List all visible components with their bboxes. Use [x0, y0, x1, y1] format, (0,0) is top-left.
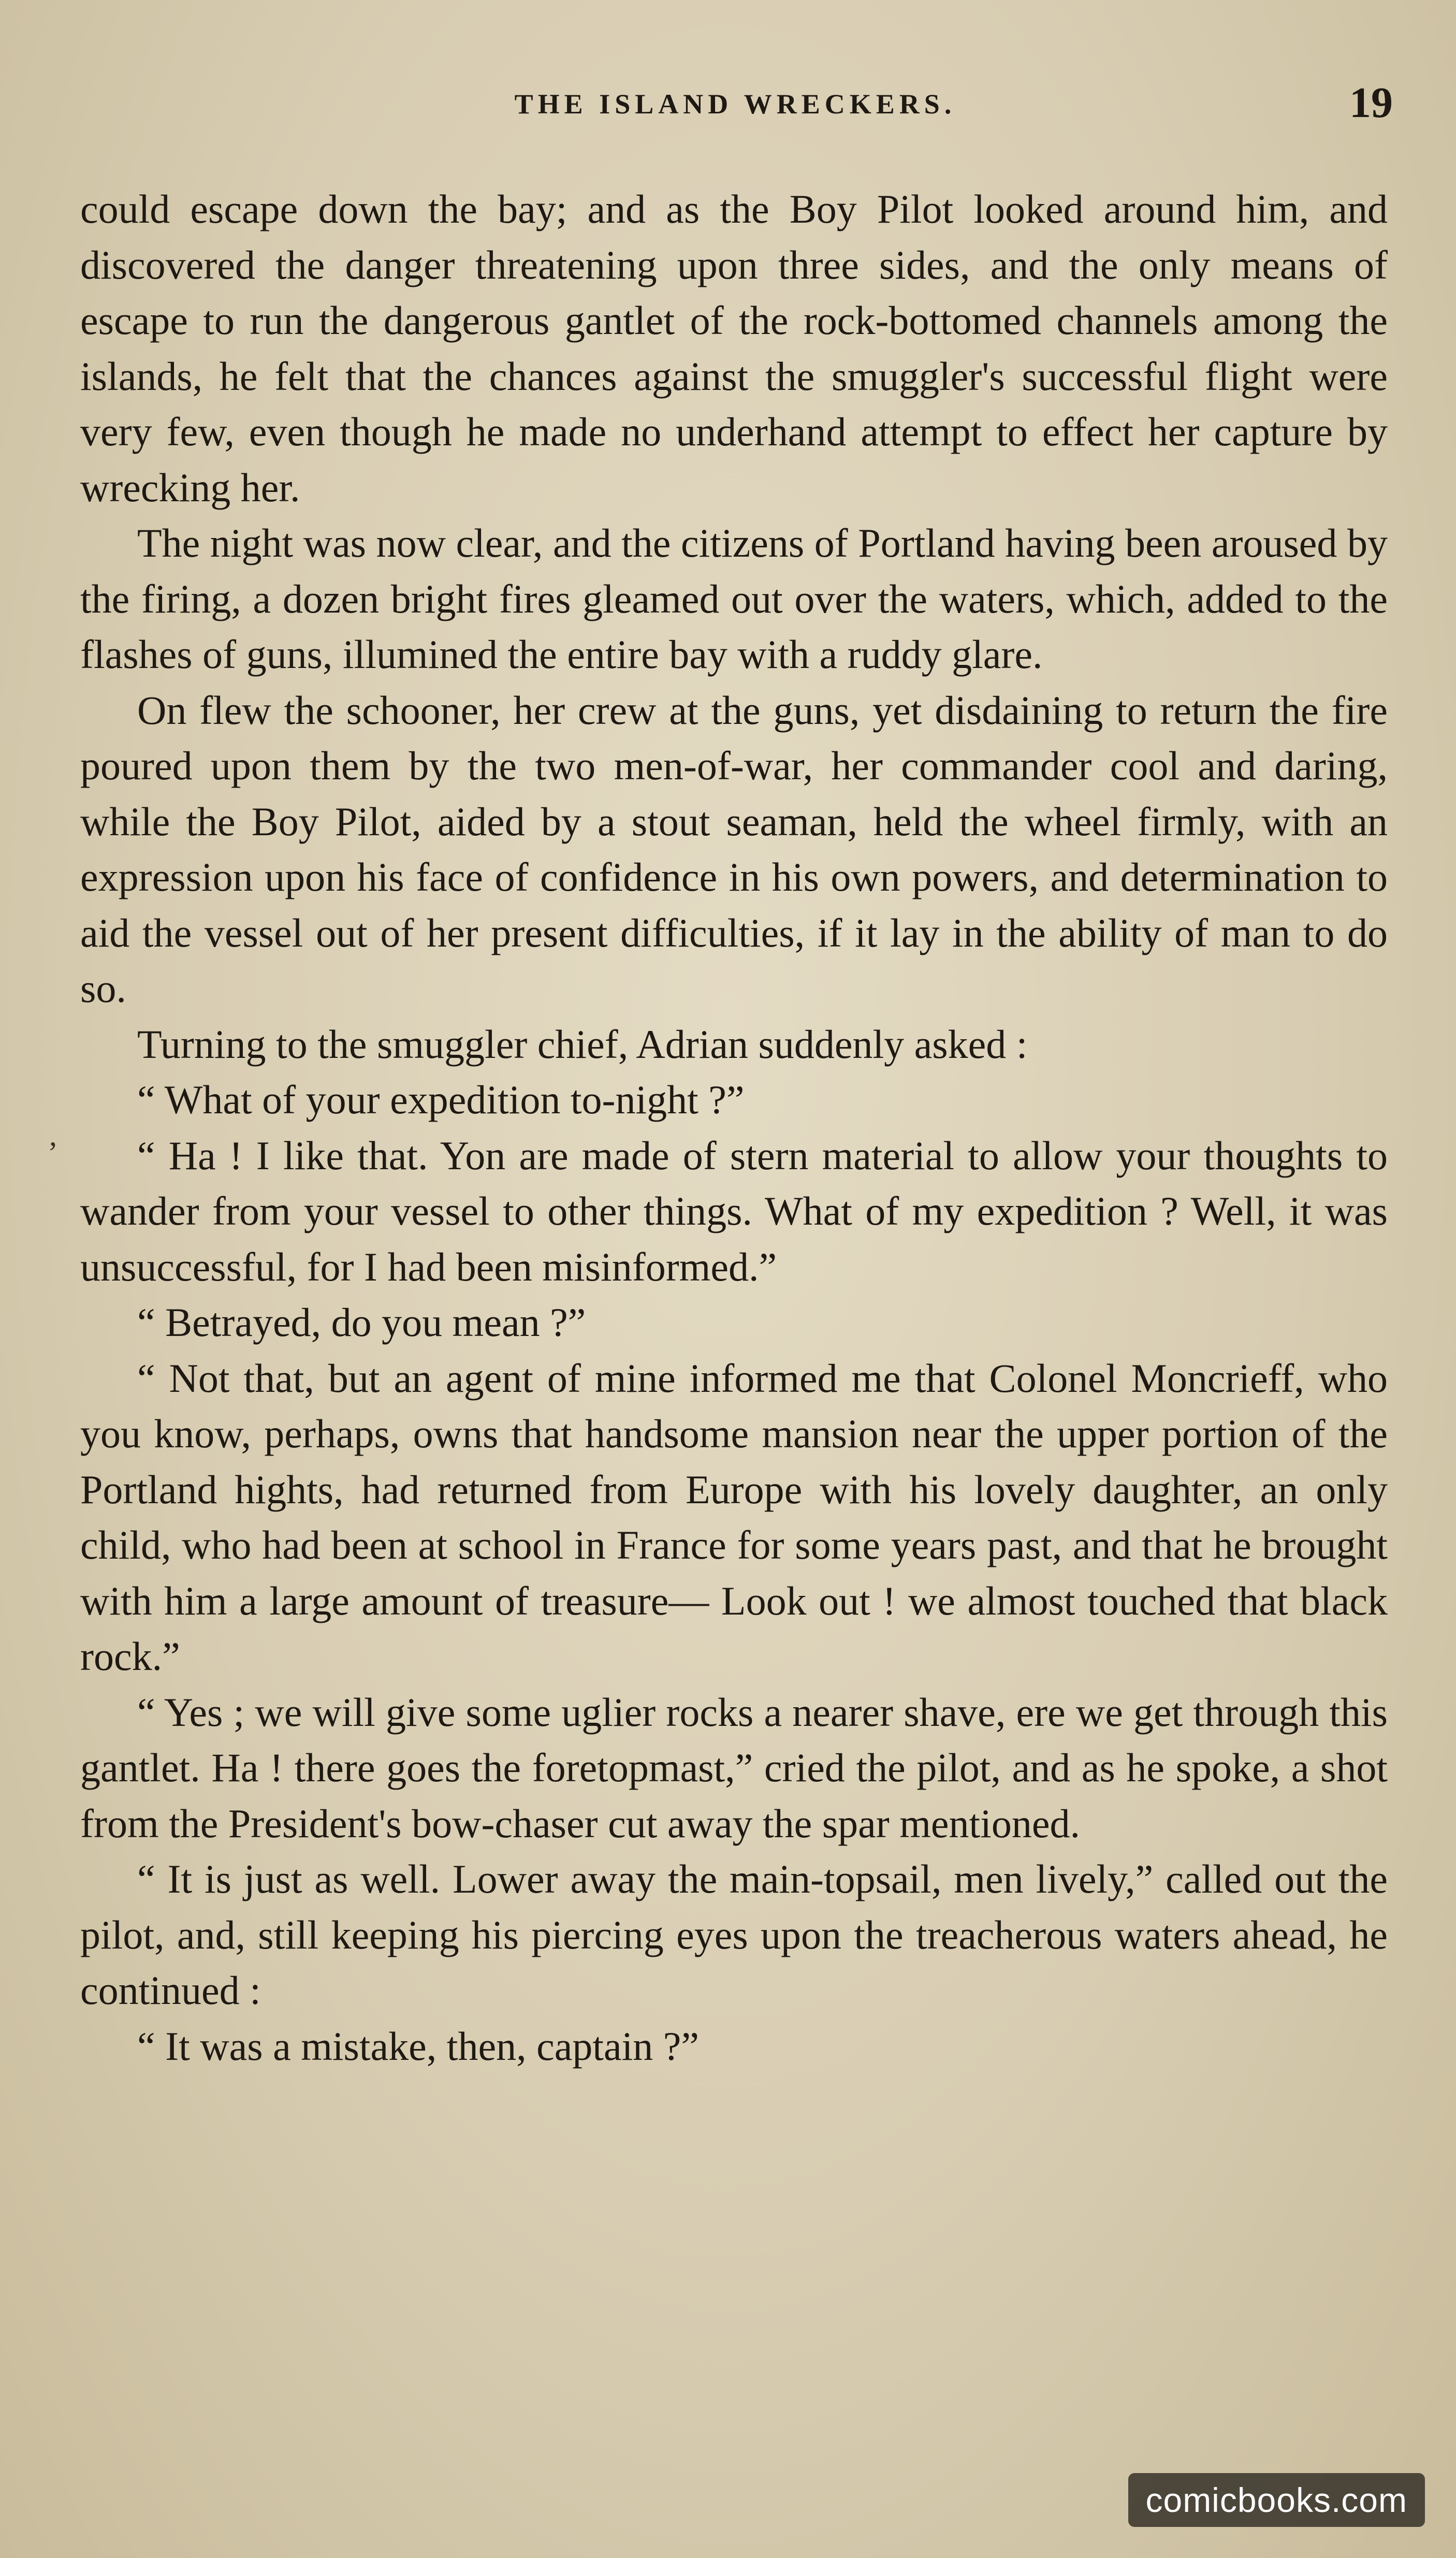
page-header	[78, 78, 1393, 135]
paragraph: “ Ha ! I like that. Yon are made of stern material to allow your thoughts to wander from your vessel to other things. What of my expedition ? Well, it was unsuccessful, for I had been misinformed.”	[80, 1132, 1388, 1289]
watermark: comicbooks.com	[1128, 2473, 1425, 2527]
body-text	[80, 181, 1388, 2074]
margin-mark: ’	[48, 1136, 58, 1170]
running-title: THE ISLAND WRECKERS.	[514, 89, 956, 120]
paragraph: “ Yes ; we will give some uglier rocks a nearer shave, ere we get through this gantlet. Ha ! there goes the foretopmast,” cried the pilot, and as he spoke, a shot from the President's bow-chaser cut away the spar mentioned.	[80, 1689, 1388, 1846]
paragraph: “ Not that, but an agent of mine informed me that Colonel Moncrieff, who you know, perhaps, owns that handsome mansion near the upper portion of the Portland hights, had returned from Europe with his lovely daughter, an only child, who had been at school in France for some years past, and that he brought with him a large amount of treasure— Look out ! we almost touched that black rock.”	[80, 1355, 1388, 1679]
page-number: 19	[1349, 79, 1393, 127]
paragraph: could escape down the bay; and as the Boy Pilot looked around him, and discovered the danger threatening upon three sides, and the only means of escape to run the dangerous gantlet of the rock-bottomed channels among the islands, he felt that the chances against the smuggler's successful flight were very few, even though he made no underhand attempt to effect her capture by wrecking her.	[80, 186, 1388, 510]
paragraph: The night was now clear, and the citizens of Portland having been aroused by the firing, a dozen bright fires gleamed out over the waters, which, added to the flashes of guns, illumined the entire bay with a ruddy glare.	[80, 520, 1388, 677]
paragraph: “ What of your expedition to-night ?”	[137, 1077, 745, 1122]
paragraph: “ It is just as well. Lower away the main-topsail, men lively,” called out the pilot, and, still keeping his piercing eyes upon the treacherous waters ahead, he continued :	[80, 1856, 1388, 2013]
paragraph: On flew the schooner, her crew at the guns, yet disdaining to return the fire poured upon them by the two men-of-war, her commander cool and daring, while the Boy Pilot, aided by a stout seaman, held the wheel firmly, with an expression upon his face of confidence in his own powers, and determination to aid the vessel out of her present difficulties, if it lay in the ability of man to do so.	[80, 687, 1388, 1011]
paragraph: “ It was a mistake, then, captain ?”	[137, 2023, 700, 2069]
paragraph: “ Betrayed, do you mean ?”	[137, 1300, 586, 1345]
paragraph: Turning to the smuggler chief, Adrian suddenly asked :	[137, 1021, 1028, 1067]
